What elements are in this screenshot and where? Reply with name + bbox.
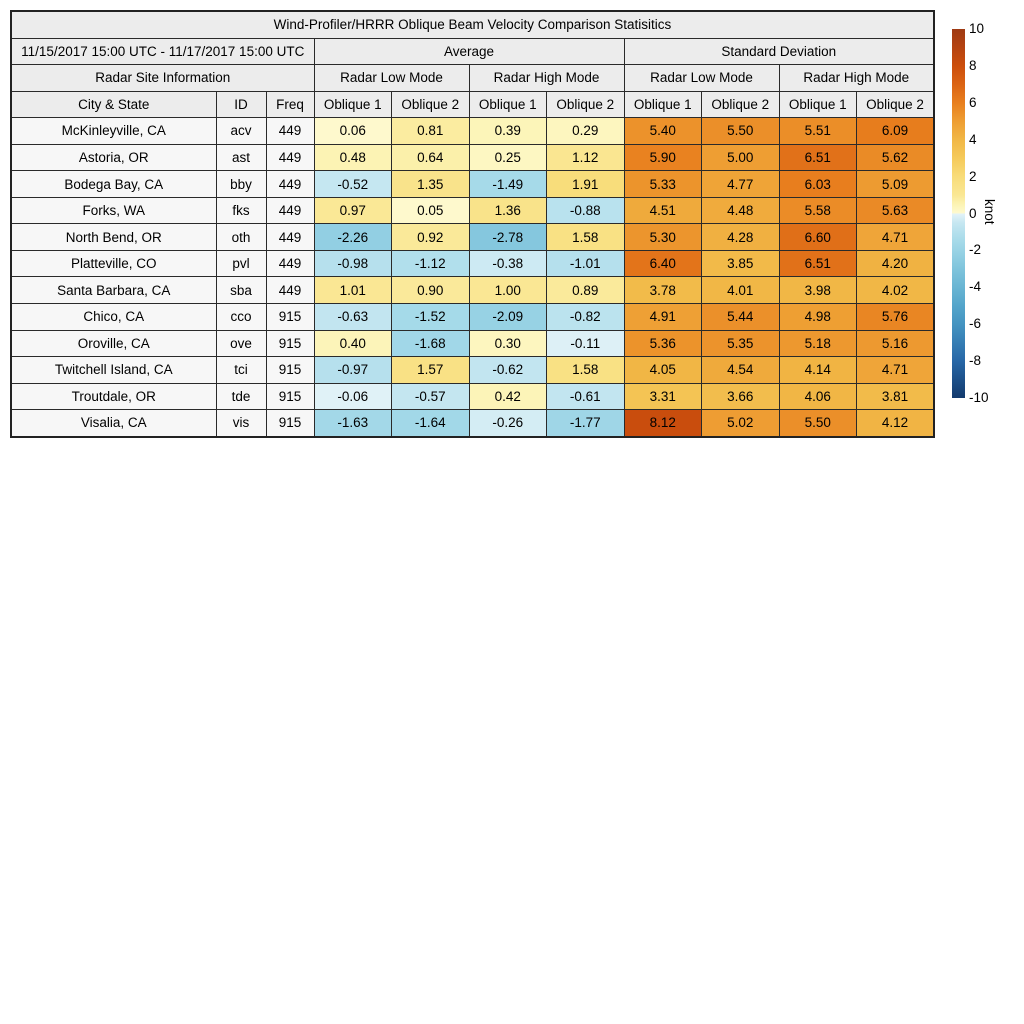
table-row — [11, 330, 934, 357]
value-cell: 0.25 — [469, 144, 547, 171]
title-row — [11, 11, 934, 38]
value-cell: -0.82 — [547, 304, 625, 331]
value-cell: 4.91 — [624, 304, 702, 331]
value-cell: 3.98 — [779, 277, 857, 304]
value-cell: 4.20 — [857, 250, 935, 277]
freq-cell: 915 — [266, 410, 314, 437]
col-header-oblique2: Oblique 2 — [702, 91, 780, 118]
freq-cell: 915 — [266, 304, 314, 331]
colorbar-tick-label: -4 — [969, 279, 982, 295]
value-cell: 1.58 — [547, 357, 625, 384]
colorbar-unit-label: knot — [982, 199, 997, 225]
value-cell: 5.58 — [779, 197, 857, 224]
col-header-oblique1: Oblique 1 — [779, 91, 857, 118]
value-cell: 5.50 — [779, 410, 857, 437]
mode-header-avg-low: Radar Low Mode — [314, 65, 469, 92]
id-cell: ove — [216, 330, 266, 357]
value-cell: 5.44 — [702, 304, 780, 331]
id-cell: sba — [216, 277, 266, 304]
city-cell: Santa Barbara, CA — [11, 277, 216, 304]
value-cell: 5.16 — [857, 330, 935, 357]
value-cell: 5.09 — [857, 171, 935, 198]
freq-cell: 915 — [266, 383, 314, 410]
id-cell: cco — [216, 304, 266, 331]
freq-cell: 449 — [266, 250, 314, 277]
value-cell: 3.85 — [702, 250, 780, 277]
value-cell: 5.50 — [702, 118, 780, 145]
id-cell: vis — [216, 410, 266, 437]
group-header-average: Average — [314, 38, 624, 65]
col-header-oblique1: Oblique 1 — [469, 91, 547, 118]
value-cell: 6.60 — [779, 224, 857, 251]
table-row — [11, 144, 934, 171]
value-cell: 6.40 — [624, 250, 702, 277]
value-cell: 0.29 — [547, 118, 625, 145]
value-cell: 1.57 — [392, 357, 470, 384]
value-cell: -0.63 — [314, 304, 392, 331]
value-cell: 4.98 — [779, 304, 857, 331]
colorbar-tick-label: -2 — [969, 242, 982, 258]
colorbar-tick-label: 8 — [969, 57, 977, 73]
stats-table — [10, 10, 935, 438]
city-cell: North Bend, OR — [11, 224, 216, 251]
value-cell: 1.00 — [469, 277, 547, 304]
value-cell: 6.09 — [857, 118, 935, 145]
value-cell: -0.52 — [314, 171, 392, 198]
value-cell: 5.18 — [779, 330, 857, 357]
value-cell: -0.26 — [469, 410, 547, 437]
value-cell: 1.01 — [314, 277, 392, 304]
col-header-oblique1: Oblique 1 — [314, 91, 392, 118]
id-cell: ast — [216, 144, 266, 171]
city-cell: Troutdale, OR — [11, 383, 216, 410]
value-cell: -0.61 — [547, 383, 625, 410]
value-cell: 4.01 — [702, 277, 780, 304]
value-cell: 3.31 — [624, 383, 702, 410]
id-cell: acv — [216, 118, 266, 145]
value-cell: -1.49 — [469, 171, 547, 198]
freq-cell: 915 — [266, 357, 314, 384]
group-header-std-dev: Standard Deviation — [624, 38, 934, 65]
value-cell: 5.33 — [624, 171, 702, 198]
col-header-oblique2: Oblique 2 — [392, 91, 470, 118]
value-cell: 4.51 — [624, 197, 702, 224]
table-row — [11, 304, 934, 331]
value-cell: 0.05 — [392, 197, 470, 224]
value-cell: 0.39 — [469, 118, 547, 145]
value-cell: -1.52 — [392, 304, 470, 331]
value-cell: 3.78 — [624, 277, 702, 304]
value-cell: 4.05 — [624, 357, 702, 384]
value-cell: 0.92 — [392, 224, 470, 251]
colorbar-tick-label: -6 — [969, 316, 982, 332]
colorbar-tick-label: 4 — [969, 131, 977, 147]
city-cell: Oroville, CA — [11, 330, 216, 357]
value-cell: 4.48 — [702, 197, 780, 224]
value-cell: -2.78 — [469, 224, 547, 251]
value-cell: 5.63 — [857, 197, 935, 224]
value-cell: 5.90 — [624, 144, 702, 171]
date-range: 11/15/2017 15:00 UTC - 11/17/2017 15:00 UTC — [11, 38, 314, 65]
freq-cell: 449 — [266, 118, 314, 145]
id-cell: bby — [216, 171, 266, 198]
table-row — [11, 250, 934, 277]
value-cell: -1.77 — [547, 410, 625, 437]
value-cell: -1.64 — [392, 410, 470, 437]
value-cell: 0.81 — [392, 118, 470, 145]
value-cell: 0.06 — [314, 118, 392, 145]
col-header-id: ID — [216, 91, 266, 118]
col-header-oblique2: Oblique 2 — [547, 91, 625, 118]
freq-cell: 449 — [266, 224, 314, 251]
freq-cell: 915 — [266, 330, 314, 357]
group-header-row — [11, 38, 934, 65]
value-cell: 8.12 — [624, 410, 702, 437]
value-cell: -1.63 — [314, 410, 392, 437]
value-cell: -0.98 — [314, 250, 392, 277]
table-row — [11, 118, 934, 145]
value-cell: 6.51 — [779, 250, 857, 277]
city-cell: Platteville, CO — [11, 250, 216, 277]
table-row — [11, 171, 934, 198]
value-cell: 5.00 — [702, 144, 780, 171]
table-row — [11, 383, 934, 410]
value-cell: -0.38 — [469, 250, 547, 277]
mode-header-std-low: Radar Low Mode — [624, 65, 779, 92]
colorbar — [952, 29, 965, 398]
colorbar-tick-label: 2 — [969, 168, 977, 184]
city-cell: McKinleyville, CA — [11, 118, 216, 145]
value-cell: 1.58 — [547, 224, 625, 251]
table-title: Wind-Profiler/HRRR Oblique Beam Velocity Comparison Statisitics — [11, 11, 934, 38]
value-cell: 1.35 — [392, 171, 470, 198]
value-cell: 5.36 — [624, 330, 702, 357]
value-cell: 0.90 — [392, 277, 470, 304]
value-cell: 4.77 — [702, 171, 780, 198]
value-cell: 5.40 — [624, 118, 702, 145]
table-row — [11, 410, 934, 437]
value-cell: 4.14 — [779, 357, 857, 384]
value-cell: -0.57 — [392, 383, 470, 410]
value-cell: -0.97 — [314, 357, 392, 384]
city-cell: Bodega Bay, CA — [11, 171, 216, 198]
value-cell: 5.51 — [779, 118, 857, 145]
value-cell: -0.11 — [547, 330, 625, 357]
value-cell: -1.01 — [547, 250, 625, 277]
col-header-freq: Freq — [266, 91, 314, 118]
city-cell: Twitchell Island, CA — [11, 357, 216, 384]
value-cell: 4.54 — [702, 357, 780, 384]
table-row — [11, 277, 934, 304]
value-cell: 0.48 — [314, 144, 392, 171]
freq-cell: 449 — [266, 277, 314, 304]
value-cell: 5.76 — [857, 304, 935, 331]
value-cell: 4.71 — [857, 224, 935, 251]
table-row — [11, 357, 934, 384]
mode-header-std-high: Radar High Mode — [779, 65, 934, 92]
value-cell: 1.12 — [547, 144, 625, 171]
value-cell: 1.91 — [547, 171, 625, 198]
table-row — [11, 197, 934, 224]
value-cell: 3.81 — [857, 383, 935, 410]
value-cell: 4.02 — [857, 277, 935, 304]
city-cell: Astoria, OR — [11, 144, 216, 171]
value-cell: 5.30 — [624, 224, 702, 251]
id-cell: pvl — [216, 250, 266, 277]
value-cell: 5.62 — [857, 144, 935, 171]
value-cell: -1.12 — [392, 250, 470, 277]
id-cell: fks — [216, 197, 266, 224]
id-cell: oth — [216, 224, 266, 251]
value-cell: 4.28 — [702, 224, 780, 251]
value-cell: 5.02 — [702, 410, 780, 437]
value-cell: 0.97 — [314, 197, 392, 224]
col-header-city: City & State — [11, 91, 216, 118]
value-cell: 3.66 — [702, 383, 780, 410]
column-header-row — [11, 91, 934, 118]
freq-cell: 449 — [266, 144, 314, 171]
value-cell: 0.40 — [314, 330, 392, 357]
table-row — [11, 224, 934, 251]
freq-cell: 449 — [266, 197, 314, 224]
mode-header-avg-high: Radar High Mode — [469, 65, 624, 92]
value-cell: 1.36 — [469, 197, 547, 224]
colorbar-tick-label: -10 — [969, 390, 989, 405]
value-cell: 6.03 — [779, 171, 857, 198]
value-cell: 0.30 — [469, 330, 547, 357]
freq-cell: 449 — [266, 171, 314, 198]
value-cell: -0.06 — [314, 383, 392, 410]
value-cell: 4.71 — [857, 357, 935, 384]
value-cell: -1.68 — [392, 330, 470, 357]
colorbar-tick-label: 6 — [969, 94, 977, 110]
col-header-oblique1: Oblique 1 — [624, 91, 702, 118]
colorbar-tick-label: 10 — [969, 21, 985, 36]
value-cell: 4.12 — [857, 410, 935, 437]
mode-header-row — [11, 65, 934, 92]
value-cell: -2.09 — [469, 304, 547, 331]
value-cell: -2.26 — [314, 224, 392, 251]
value-cell: -0.88 — [547, 197, 625, 224]
value-cell: 4.06 — [779, 383, 857, 410]
value-cell: -0.62 — [469, 357, 547, 384]
value-cell: 0.42 — [469, 383, 547, 410]
id-cell: tde — [216, 383, 266, 410]
city-cell: Chico, CA — [11, 304, 216, 331]
colorbar-tick-label: 0 — [969, 205, 977, 221]
value-cell: 5.35 — [702, 330, 780, 357]
id-cell: tci — [216, 357, 266, 384]
col-header-oblique2: Oblique 2 — [857, 91, 935, 118]
colorbar-tick-label: -8 — [969, 353, 982, 369]
site-info-header: Radar Site Information — [11, 65, 314, 92]
value-cell: 0.89 — [547, 277, 625, 304]
value-cell: 0.64 — [392, 144, 470, 171]
city-cell: Forks, WA — [11, 197, 216, 224]
city-cell: Visalia, CA — [11, 410, 216, 437]
value-cell: 6.51 — [779, 144, 857, 171]
